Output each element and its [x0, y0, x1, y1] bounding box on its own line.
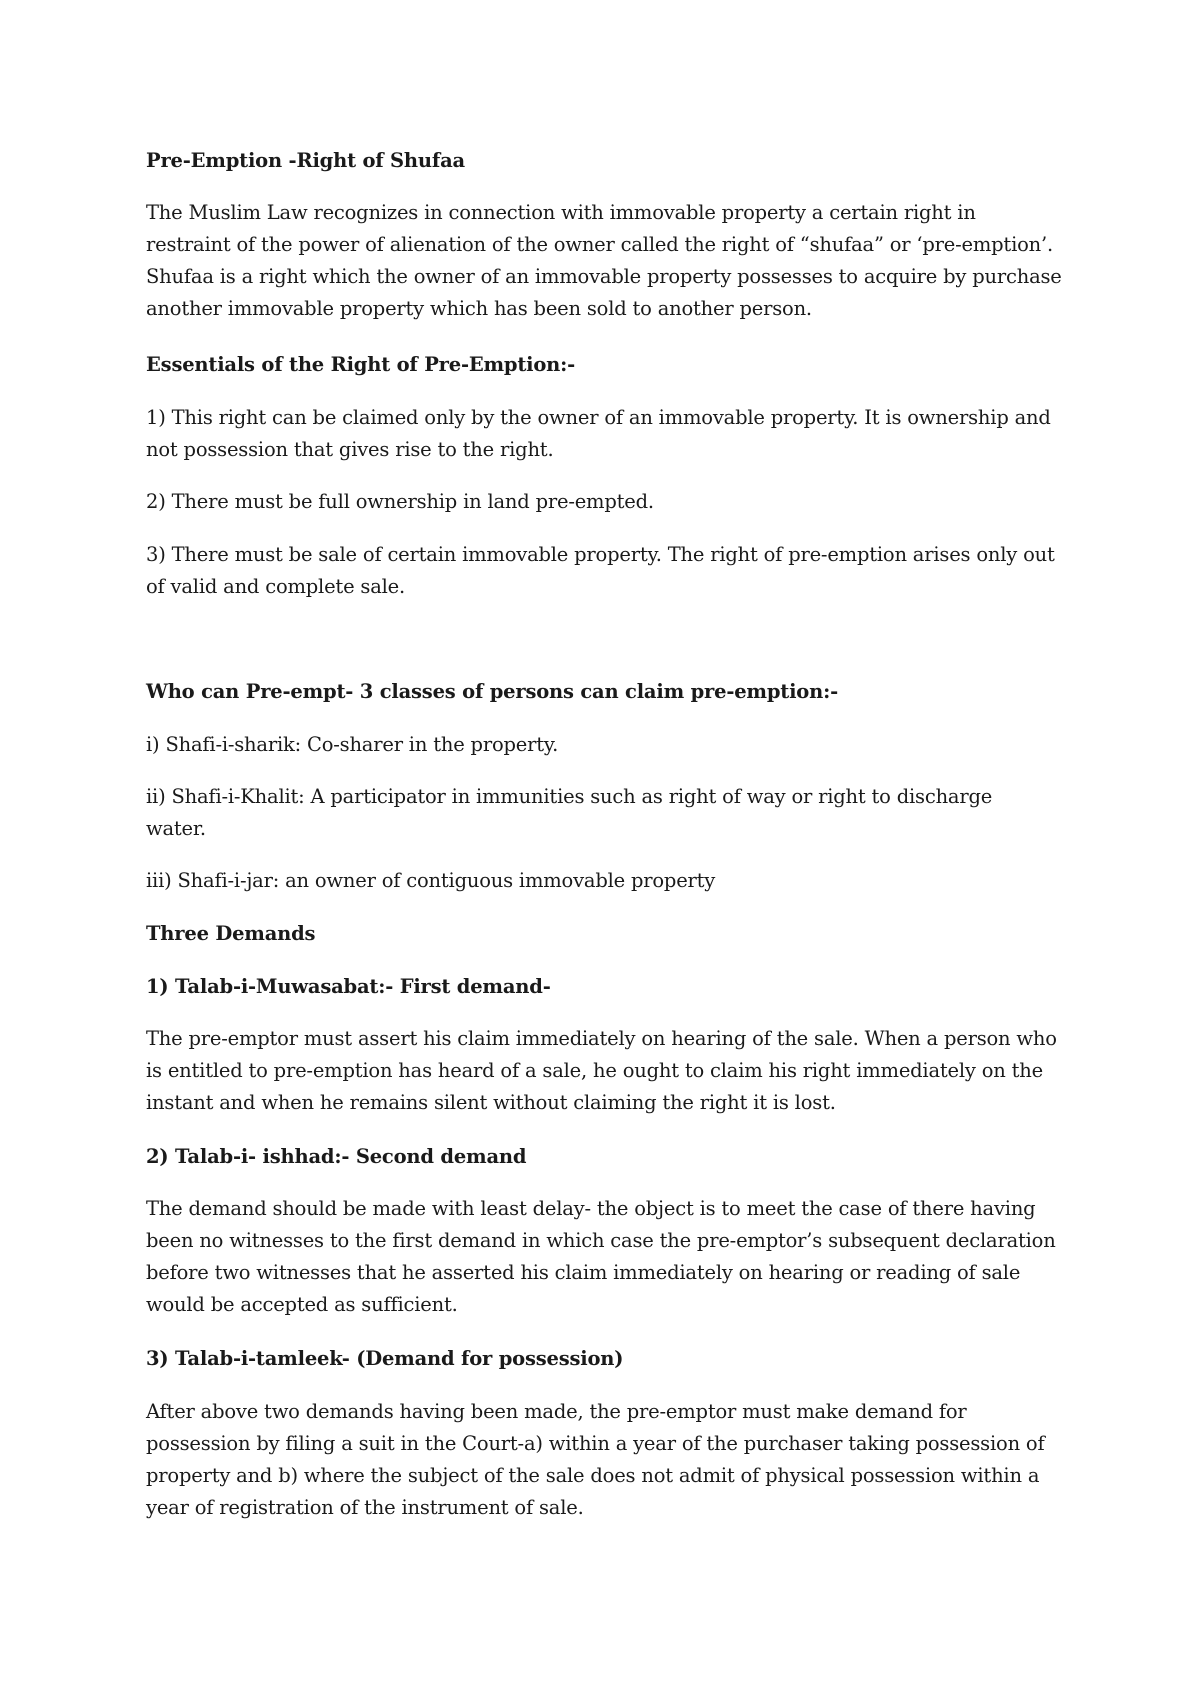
essentials-item-3-line: of valid and complete sale.: [146, 575, 406, 598]
demand-1-line: instant and when he remains silent without claiming the right it is lost.: [146, 1091, 836, 1114]
demand-2-line: would be accepted as sufficient.: [146, 1293, 458, 1316]
who-item-3: iii) Shafi-i-jar: an owner of contiguous immovable property: [146, 869, 716, 892]
demand-1-text: [146, 1023, 1066, 1119]
demand-2-line: The demand should be made with least delay- the object is to meet the case of there having: [146, 1197, 1036, 1220]
who-item-1: i) Shafi-i-sharik: Co-sharer in the property.: [146, 733, 559, 756]
demand-2-line: been no witnesses to the first demand in which case the pre-emptor’s subsequent declaration: [146, 1229, 1056, 1252]
who-heading: Who can Pre-empt- 3 classes of persons can claim pre-emption:-: [146, 680, 838, 703]
demand-3-line: After above two demands having been made, the pre-emptor must make demand for: [146, 1400, 967, 1423]
demand-3-text: [146, 1396, 1066, 1524]
demand-1-heading: 1) Talab-i-Muwasabat:- First demand-: [146, 975, 551, 998]
essentials-item-1-line: not possession that gives rise to the right.: [146, 438, 554, 461]
who-item-2-line: ii) Shafi-i-Khalit: A participator in immunities such as right of way or right to discharge: [146, 785, 993, 808]
essentials-item-2: 2) There must be full ownership in land pre-empted.: [146, 490, 654, 513]
intro-line: another immovable property which has been sold to another person.: [146, 297, 812, 320]
demand-1-line: is entitled to pre-emption has heard of a sale, he ought to claim his right immediately on the: [146, 1059, 1043, 1082]
essentials-item-1: [146, 402, 1066, 466]
intro-line: Shufaa is a right which the owner of an immovable property possesses to acquire by purchase: [146, 265, 1062, 288]
demand-3-line: property and b) where the subject of the sale does not admit of physical possession within a: [146, 1464, 1040, 1487]
demand-1-line: The pre-emptor must assert his claim immediately on hearing of the sale. When a person who: [146, 1027, 1057, 1050]
demand-2-heading: 2) Talab-i- ishhad:- Second demand: [146, 1145, 527, 1168]
intro-line: restraint of the power of alienation of the owner called the right of “shufaa” or ‘pre-emption’.: [146, 233, 1054, 256]
demand-3-heading: 3) Talab-i-tamleek- (Demand for possession): [146, 1347, 624, 1370]
who-item-2: [146, 781, 1066, 845]
demand-2-text: [146, 1193, 1066, 1321]
demands-heading: Three Demands: [146, 922, 316, 945]
demand-2-line: before two witnesses that he asserted his claim immediately on hearing or reading of sale: [146, 1261, 1021, 1284]
essentials-item-1-line: 1) This right can be claimed only by the owner of an immovable property. It is ownership and: [146, 406, 1051, 429]
intro-line: The Muslim Law recognizes in connection with immovable property a certain right in: [146, 201, 976, 224]
essentials-item-3-line: 3) There must be sale of certain immovable property. The right of pre-emption arises only out: [146, 543, 1055, 566]
intro-paragraph: [146, 197, 1066, 325]
essentials-heading: Essentials of the Right of Pre-Emption:-: [146, 353, 576, 376]
demand-3-line: possession by filing a suit in the Court-a) within a year of the purchaser taking possession of: [146, 1432, 1045, 1455]
document-title: Pre-Emption -Right of Shufaa: [146, 149, 465, 172]
demand-3-line: year of registration of the instrument of sale.: [146, 1496, 584, 1519]
essentials-item-3: [146, 539, 1066, 603]
who-item-2-line: water.: [146, 817, 206, 840]
